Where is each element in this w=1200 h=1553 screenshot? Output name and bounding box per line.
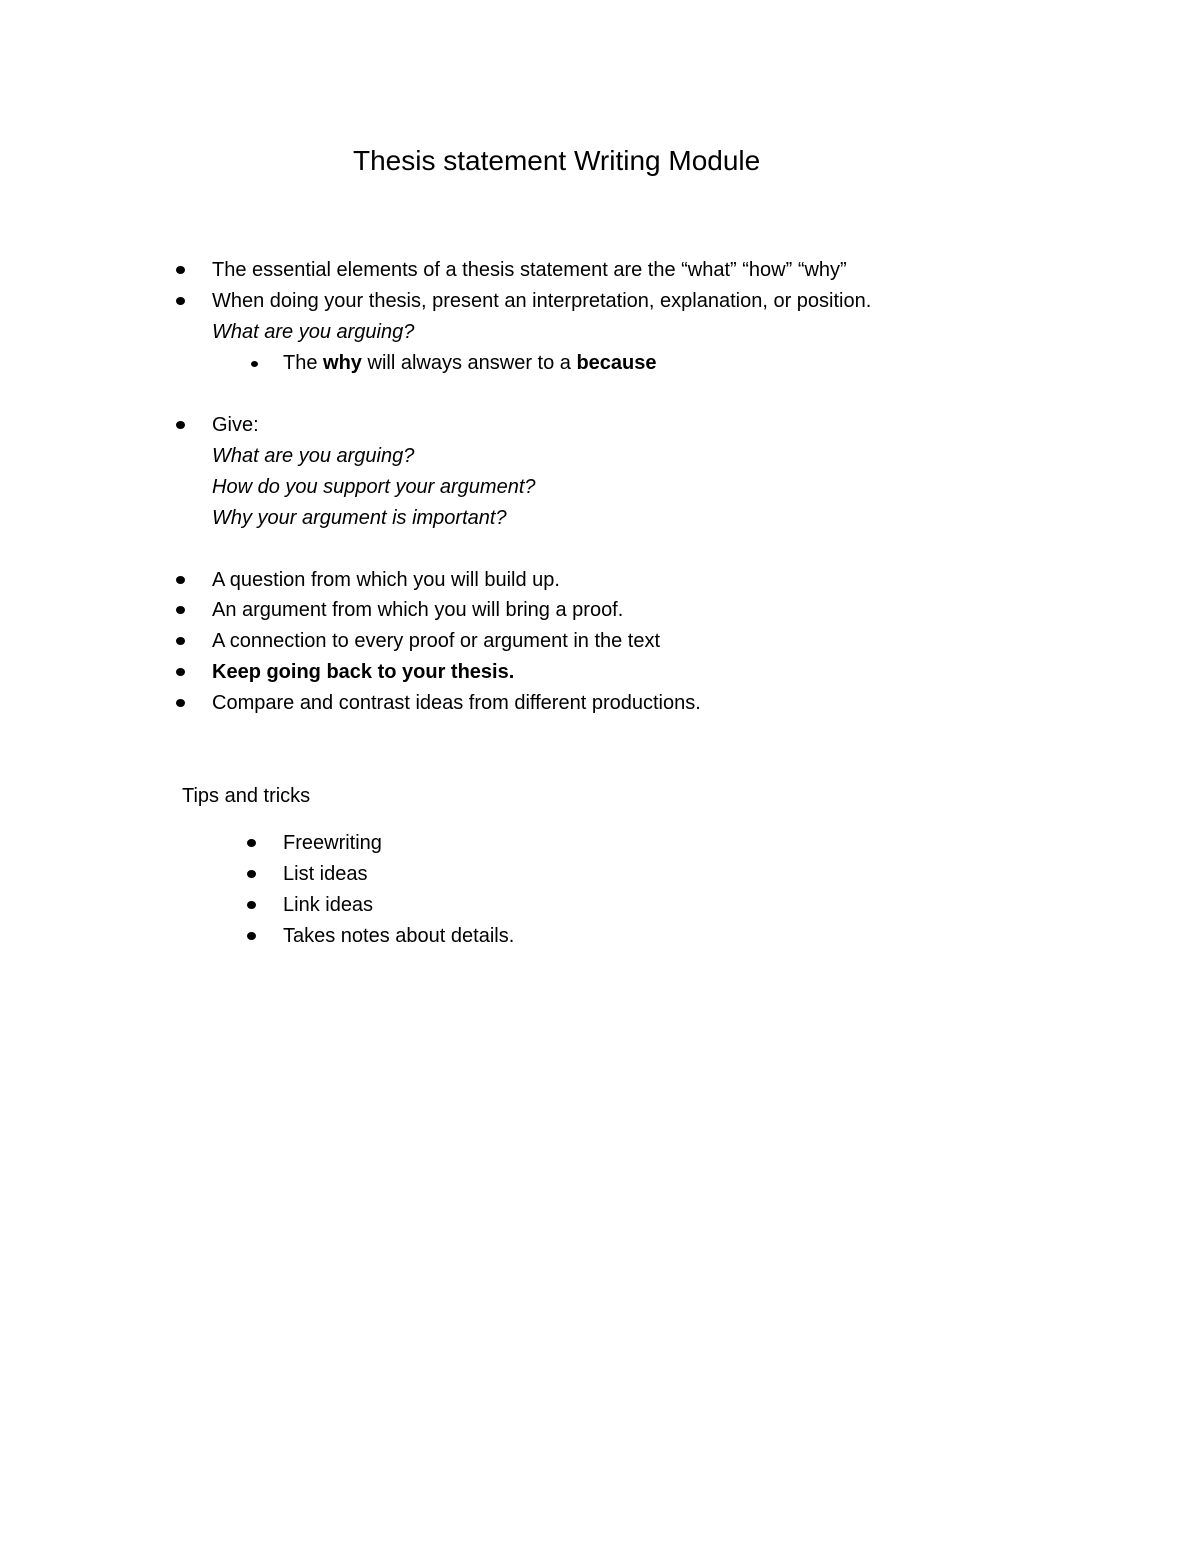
bullet-icon [247, 932, 256, 940]
tip-item: List ideas [283, 863, 368, 885]
tip-item: Freewriting [283, 832, 382, 854]
bullet-icon [176, 266, 185, 274]
bullet-icon [176, 606, 185, 614]
tips-heading: Tips and tricks [182, 785, 311, 807]
bullet-icon [176, 637, 185, 645]
bullet-icon [176, 576, 185, 584]
list-item: A question from which you will build up. [212, 569, 560, 591]
list-item: A connection to every proof or argument in the text [212, 630, 661, 652]
list-item: When doing your thesis, present an interpretation, explanation, or position. [212, 290, 872, 312]
list-item-continuation: What are you arguing? [212, 321, 415, 343]
list-item-emphasis: Keep going back to your thesis. [212, 661, 515, 683]
list-item: Compare and contrast ideas from different productions. [212, 692, 701, 714]
list-item: The essential elements of a thesis statement are the “what” “how” “why” [212, 259, 847, 281]
bullet-icon [247, 870, 256, 878]
sub-item-text: will always answer to a [361, 352, 577, 374]
question-line: How do you support your argument? [212, 476, 536, 498]
list-item: An argument from which you will bring a proof. [212, 599, 624, 621]
bullet-icon [176, 421, 185, 429]
bullet-icon [176, 699, 185, 707]
bullet-icon [176, 297, 185, 305]
sub-bullet-icon [251, 361, 258, 367]
document-title: Thesis statement Writing Module [353, 145, 761, 176]
list-item: Give: [212, 414, 259, 436]
because-keyword: because [576, 352, 657, 374]
bullet-icon [176, 668, 185, 676]
why-keyword: why [323, 352, 362, 374]
bullet-icon [247, 839, 256, 847]
tip-item: Link ideas [283, 894, 374, 916]
tip-item: Takes notes about details. [283, 925, 515, 947]
bullet-icon [247, 901, 256, 909]
question-line: What are you arguing? [212, 445, 415, 467]
question-line: Why your argument is important? [212, 507, 507, 529]
sub-item-text: The [283, 352, 324, 374]
sub-list-item [283, 349, 657, 377]
